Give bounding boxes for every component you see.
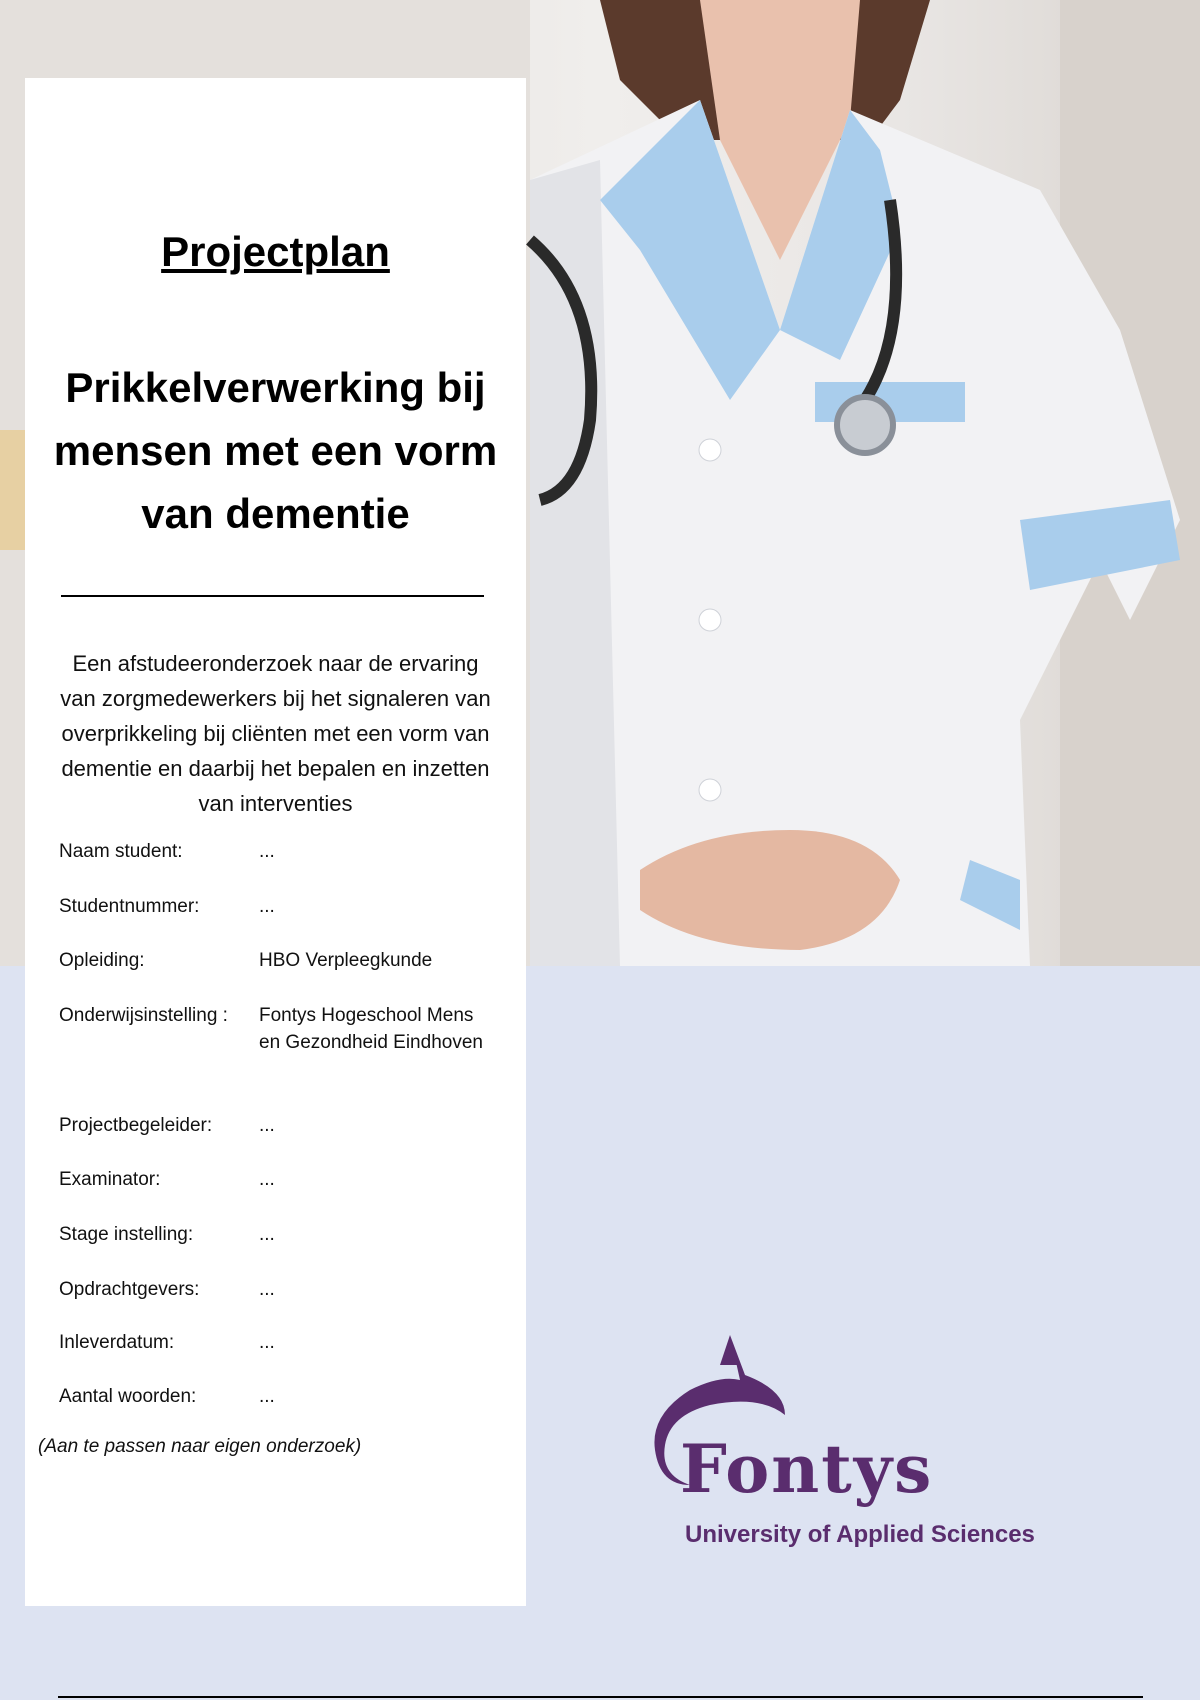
fontys-logo	[650, 1335, 1090, 1555]
info-label: Studentnummer:	[59, 896, 200, 917]
document-subtitle: Een afstudeeronderzoek naar de ervaring van zorgmedewerkers bij het signaleren van overprikkeling bij cliënten met een vorm van dementie en daarbij het bepalen en inzetten van interventies	[60, 651, 491, 816]
template-note: (Aan te passen naar eigen onderzoek)	[38, 1436, 362, 1457]
info-value: HBO Verpleegkunde	[259, 950, 433, 971]
info-label: Aantal woorden:	[59, 1386, 197, 1407]
title-divider	[61, 595, 484, 597]
info-value: ...	[259, 841, 275, 862]
info-label: Inleverdatum:	[59, 1332, 175, 1353]
info-value: Fontys Hogeschool Mens en Gezondheid Eindhoven	[259, 1005, 483, 1053]
document-type: Projectplan	[161, 228, 390, 275]
info-value: ...	[259, 1332, 275, 1353]
document-title: Prikkelverwerking bij mensen met een vorm van dementie	[53, 364, 498, 537]
info-label: Naam student:	[59, 841, 183, 862]
info-value: ...	[259, 1279, 275, 1300]
info-label: Projectbegeleider:	[59, 1115, 213, 1136]
info-label: Opleiding:	[59, 950, 145, 971]
info-value: ...	[259, 1386, 275, 1407]
info-label: Stage instelling:	[59, 1224, 194, 1245]
info-value: ...	[259, 1224, 275, 1245]
info-label: Opdrachtgevers:	[59, 1279, 200, 1300]
logo-tagline: University of Applied Sciences	[685, 1521, 1035, 1548]
info-label: Examinator:	[59, 1169, 161, 1190]
info-value: ...	[259, 1169, 275, 1190]
logo-wordmark: Fontys	[680, 1430, 934, 1508]
info-value: ...	[259, 896, 275, 917]
footer-divider	[58, 1696, 1143, 1698]
info-value: ...	[259, 1115, 275, 1136]
cover-panel	[25, 78, 526, 1606]
info-label: Onderwijsinstelling :	[59, 1005, 228, 1026]
